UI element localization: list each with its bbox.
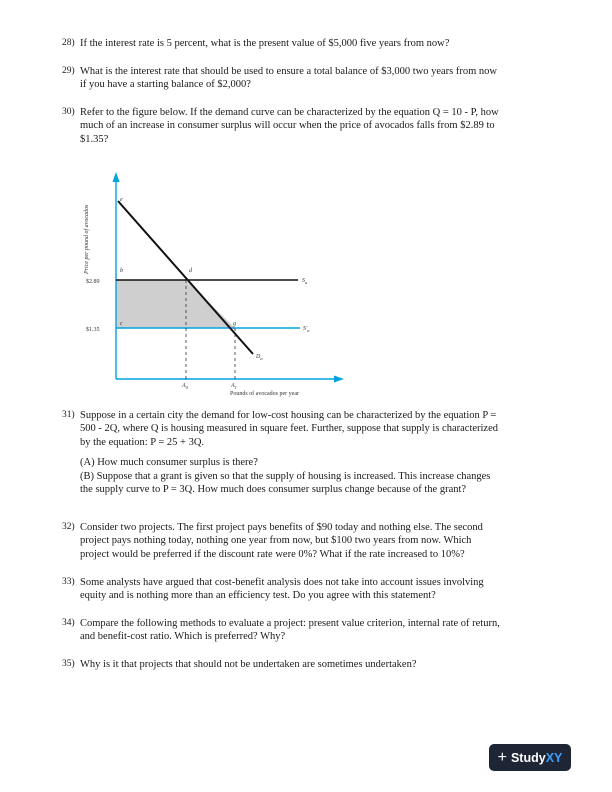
- question-text-line: Some analysts have argued that cost-benefit analysis does not take into account issues involving: [80, 577, 484, 588]
- question-number: 33): [62, 577, 75, 587]
- question-30: [62, 106, 562, 146]
- price-label-low: $1.35: [86, 327, 100, 333]
- question-34: [62, 617, 562, 644]
- question-text-line: much of an increase in consumer surplus will occur when the price of avocados falls from $2.89 to: [80, 120, 495, 132]
- point-label-g: g: [233, 321, 236, 327]
- consumer-surplus-figure: [78, 168, 368, 400]
- point-label-e: e: [120, 197, 123, 203]
- question-text-line: project would be preferred if the discount rate were 0%? What if the rate increased to 10%?: [80, 548, 465, 560]
- question-33: [62, 576, 562, 603]
- question-text-line: and benefit-cost ratio. Which is preferred? Why?: [80, 631, 286, 643]
- question-text-line: if you have a starting balance of $2,000?: [80, 79, 251, 91]
- plus-icon: +: [497, 748, 507, 766]
- figure-svg: [78, 168, 368, 400]
- price-label-high: $2.89: [86, 279, 100, 285]
- question-subparts: [80, 456, 562, 496]
- x-axis-label: Pounds of avocados per year: [230, 391, 299, 397]
- question-32: [62, 521, 562, 561]
- question-28: [62, 37, 562, 50]
- subpart-a: (A) How much consumer surplus is there?: [80, 457, 258, 469]
- question-29: [62, 65, 562, 92]
- question-text-line: Compare the following methods to evaluate a project: present value criterion, internal rate of return,: [80, 618, 500, 629]
- question-number: 29): [62, 66, 75, 76]
- question-number: 34): [62, 618, 75, 628]
- subpart-b: (B) Suppose that a grant is given so that the supply of housing is increased. This increase changes: [80, 470, 491, 482]
- question-text-line: project pays nothing today, nothing one year from now, but $100 two years from now. Which: [80, 535, 472, 547]
- y-axis-label: Price per pound of avocados: [84, 204, 90, 274]
- point-label-c: c: [120, 321, 123, 327]
- question-text-line: Why is it that projects that should not be undertaken are sometimes undertaken?: [80, 659, 417, 670]
- question-text-line: Suppose in a certain city the demand for low-cost housing can be characterized by the equation P =: [80, 410, 497, 421]
- question-text-line: Refer to the figure below. If the demand curve can be characterized by the equation Q = 10 - P, how: [80, 107, 499, 118]
- question-31: [62, 409, 562, 496]
- question-text-line: equity and is nothing more than an efficiency test. Do you agree with this statement?: [80, 590, 436, 602]
- demand-label: $D_a$: [256, 354, 263, 361]
- quantity-label-a1: $A_1$: [231, 383, 237, 390]
- point-label-b: b: [120, 268, 123, 274]
- question-number: 35): [62, 659, 75, 669]
- question-text-line: If the interest rate is 5 percent, what is the present value of $5,000 five years from now?: [80, 38, 450, 49]
- demand-curve: [118, 201, 253, 354]
- consumer-surplus-gain-area: [116, 280, 235, 328]
- question-text-line: $1.35?: [80, 133, 109, 145]
- question-text-line: 500 - 2Q, where Q is housing measured in square feet. Further, suppose that supply is characterized: [80, 423, 499, 435]
- quantity-label-a0: $A_0$: [182, 383, 188, 390]
- y-axis-arrow-icon: [113, 172, 120, 182]
- brand-name-part2: XY: [545, 750, 563, 765]
- supply-new-label: $S'_a$: [303, 326, 310, 333]
- question-text-line: by the equation: P = 25 + 3Q.: [80, 436, 205, 448]
- x-axis-arrow-icon: [334, 376, 344, 383]
- question-number: 30): [62, 107, 75, 117]
- question-number: 32): [62, 522, 75, 532]
- question-text-line: Consider two projects. The first project pays benefits of $90 today and nothing else. The second: [80, 522, 483, 533]
- point-label-d: d: [189, 268, 192, 274]
- question-35: [62, 658, 562, 671]
- question-number: 28): [62, 38, 75, 48]
- studyxy-badge[interactable]: [489, 744, 571, 771]
- supply-label: $S_a$: [302, 278, 308, 285]
- brand-name-part1: Study: [510, 750, 546, 765]
- subpart-b-continued: the supply curve to P = 3Q. How much does consumer surplus change because of the grant?: [80, 484, 467, 496]
- question-text-line: What is the interest rate that should be used to ensure a total balance of $3,000 two years from now: [80, 66, 497, 77]
- question-number: 31): [62, 410, 75, 420]
